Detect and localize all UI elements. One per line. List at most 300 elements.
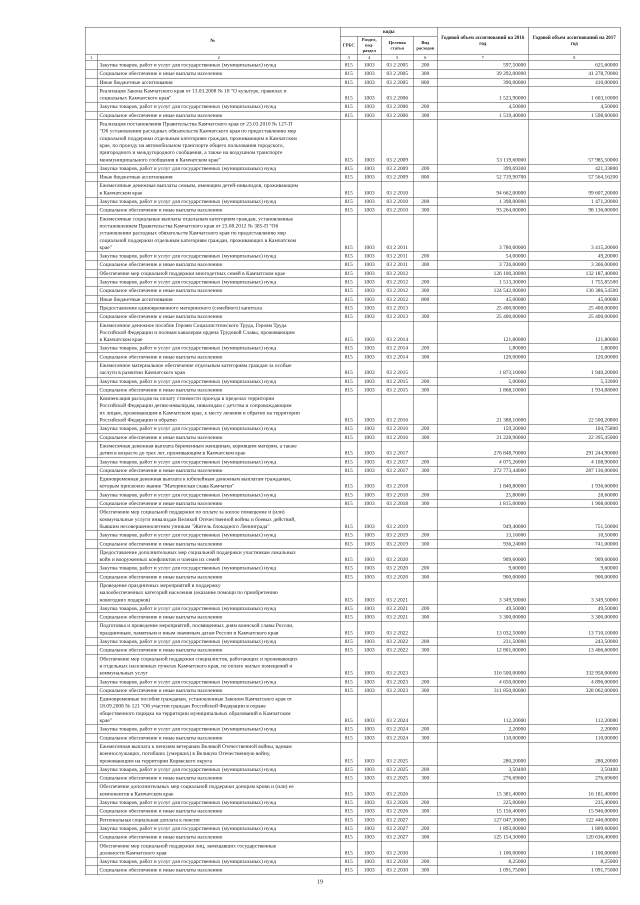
section-code: 1003 — [357, 102, 381, 111]
row-description: Ежемесячное материальное обеспечение отдельным категориям граждан за особые заслуги в развитии Камчатского края — [97, 361, 340, 377]
row-description: Закупка товаров, работ и услуг для государственных (муниципальных) нужд — [97, 765, 340, 774]
row-description: Социальное обеспечение и иные выплаты населению — [97, 573, 340, 582]
section-code: 1003 — [357, 508, 381, 531]
row-number-cell — [85, 260, 97, 269]
section-code: 1003 — [357, 61, 381, 70]
target-article-code: 03 2 2019 — [381, 540, 413, 549]
section-code: 1003 — [357, 475, 381, 491]
table-row — [85, 164, 620, 173]
table-row — [85, 466, 620, 475]
row-description: Закупка товаров, работ и услуг для государственных (муниципальных) нужд — [97, 678, 340, 687]
amount-2016: 272 773,44000 — [437, 466, 528, 475]
amount-2016: 5,00000 — [437, 377, 528, 386]
column-number: 1 — [85, 54, 97, 61]
table-row — [85, 621, 620, 637]
table-row — [85, 857, 620, 866]
section-code: 1003 — [357, 782, 381, 798]
amount-2017: 13 710,10000 — [528, 621, 620, 637]
target-article-code: 03 2 2030 — [381, 842, 413, 858]
target-article-code: 03 2 2006 — [381, 111, 413, 120]
target-article-code: 03 2 2014 — [381, 344, 413, 353]
amount-2016: 1 100,00000 — [437, 842, 528, 858]
expense-type-code — [413, 87, 437, 103]
grbs-code: 815 — [340, 573, 357, 582]
expense-type-code — [413, 782, 437, 798]
target-article-code: 03 2 2025 — [381, 765, 413, 774]
row-description: Социальное обеспечение и иные выплаты населению — [97, 433, 340, 442]
grbs-code: 815 — [340, 424, 357, 433]
amount-2016: 3 300,00000 — [437, 613, 528, 622]
grbs-code: 815 — [340, 394, 357, 424]
row-description: Закупка товаров, работ и услуг для государственных (муниципальных) нужд — [97, 197, 340, 206]
amount-2016: 21 228,90000 — [437, 433, 528, 442]
table-row — [85, 782, 620, 798]
table-row — [85, 269, 620, 278]
amount-2017: 235,40000 — [528, 798, 620, 807]
section-code: 1003 — [357, 857, 381, 866]
target-article-header: Целевая статья — [381, 36, 413, 54]
amount-2016: 909,60000 — [437, 548, 528, 564]
amount-2016: 1 893,00000 — [437, 824, 528, 833]
amount-2017: 3 366,00000 — [528, 260, 620, 269]
target-article-code: 03 2 2027 — [381, 833, 413, 842]
expense-type-code: 200 — [413, 491, 437, 500]
expense-type-code — [413, 120, 437, 164]
row-description: Социальное обеспечение и иные выплаты населению — [97, 807, 340, 816]
row-description: Социальное обеспечение и иные выплаты населению — [97, 774, 340, 783]
row-number-cell — [85, 278, 97, 287]
target-article-code: 03 2 2006 — [381, 87, 413, 103]
expense-type-code: 800 — [413, 173, 437, 182]
amount-2016: 120,00000 — [437, 353, 528, 362]
number-header: № — [85, 27, 340, 54]
expense-type-code: 200 — [413, 102, 437, 111]
expense-type-code: 300 — [413, 353, 437, 362]
column-number: 4 — [357, 54, 381, 61]
section-code: 1003 — [357, 491, 381, 500]
amount-2016: 13,16000 — [437, 531, 528, 540]
amount-2017: 291 244,90000 — [528, 442, 620, 458]
amount-2017: 16 181,40000 — [528, 782, 620, 798]
row-description: Закупка товаров, работ и услуг для государственных (муниципальных) нужд — [97, 424, 340, 433]
row-description: Обеспечение мер социальной поддержки специалистов, работающих и проживающих в отдельных населенных пунктах Камчатского края, по оплате жилых помещений и коммунальных услуг — [97, 655, 340, 678]
row-number-cell — [85, 857, 97, 866]
amount-2016: 15 156,40000 — [437, 807, 528, 816]
column-number: 2 — [97, 54, 340, 61]
table-row — [85, 278, 620, 287]
table-row — [85, 215, 620, 252]
table-row — [85, 442, 620, 458]
table-row — [85, 102, 620, 111]
section-code: 1003 — [357, 206, 381, 215]
grbs-code: 815 — [340, 807, 357, 816]
amount-2016: 127 047,30000 — [437, 816, 528, 825]
target-article-code: 03 2 2023 — [381, 655, 413, 678]
target-article-code: 03 2 2012 — [381, 278, 413, 287]
row-number-cell — [85, 508, 97, 531]
row-number-cell — [85, 604, 97, 613]
target-article-code: 03 2 2027 — [381, 816, 413, 825]
amount-2017: 1 598,60000 — [528, 111, 620, 120]
target-article-code: 03 2 2018 — [381, 475, 413, 491]
expense-type-code: 300 — [413, 613, 437, 622]
row-description: Социальное обеспечение и иные выплаты населению — [97, 613, 340, 622]
row-description: Закупка товаров, работ и услуг для государственных (муниципальных) нужд — [97, 491, 340, 500]
section-code: 1003 — [357, 260, 381, 269]
table-header — [85, 27, 620, 61]
amount-2017: 4 896,00000 — [528, 678, 620, 687]
target-article-code: 03 2 2020 — [381, 573, 413, 582]
table-row — [85, 377, 620, 386]
table-row — [85, 734, 620, 743]
amount-2016: 900,00000 — [437, 573, 528, 582]
section-code: 1003 — [357, 725, 381, 734]
section-code: 1003 — [357, 386, 381, 395]
target-article-code: 03 2 2020 — [381, 548, 413, 564]
table-row — [85, 637, 620, 646]
target-article-code: 03 2 2016 — [381, 394, 413, 424]
target-article-code: 03 2 2017 — [381, 466, 413, 475]
row-number-cell — [85, 344, 97, 353]
grbs-code: 815 — [340, 475, 357, 491]
target-article-code: 03 2 2005 — [381, 69, 413, 78]
table-row — [85, 695, 620, 725]
expense-type-code: 300 — [413, 540, 437, 549]
row-description: Социальное обеспечение и иные выплаты населению — [97, 69, 340, 78]
amount-2016: 231,50000 — [437, 637, 528, 646]
amount-2016: 25 400,00000 — [437, 304, 528, 313]
grbs-code: 815 — [340, 321, 357, 344]
grbs-code: 815 — [340, 637, 357, 646]
amount-2017: 328 062,00000 — [528, 686, 620, 695]
table-row — [85, 181, 620, 197]
row-description: Закупка товаров, работ и услуг для государственных (муниципальных) нужд — [97, 725, 340, 734]
section-code: 1003 — [357, 286, 381, 295]
row-number-cell — [85, 87, 97, 103]
row-description: Социальное обеспечение и иные выплаты населению — [97, 466, 340, 475]
amount-2016: 8,25000 — [437, 857, 528, 866]
grbs-code: 815 — [340, 260, 357, 269]
grbs-code: 815 — [340, 833, 357, 842]
section-code: 1003 — [357, 798, 381, 807]
table-row — [85, 686, 620, 695]
grbs-code: 815 — [340, 531, 357, 540]
amount-2017: 421,33800 — [528, 164, 620, 173]
amount-2016: 112,20000 — [437, 695, 528, 725]
row-number-cell — [85, 181, 97, 197]
grbs-code: 815 — [340, 215, 357, 252]
amount-2017: 3 415,20000 — [528, 215, 620, 252]
expense-type-code — [413, 581, 437, 604]
row-number-cell — [85, 78, 97, 87]
section-code: 1003 — [357, 765, 381, 774]
amount-2017: 243,50000 — [528, 637, 620, 646]
row-number-cell — [85, 621, 97, 637]
grbs-code: 815 — [340, 433, 357, 442]
amount-2017: 49,20000 — [528, 252, 620, 261]
amount-2016: 13 032,50000 — [437, 621, 528, 637]
target-article-code: 03 2 2021 — [381, 613, 413, 622]
target-article-code: 03 2 2015 — [381, 377, 413, 386]
table-row — [85, 286, 620, 295]
amount-2016: 3 726,00000 — [437, 260, 528, 269]
expense-type-code — [413, 361, 437, 377]
amount-2016: 25,80000 — [437, 491, 528, 500]
amount-2017: 28,60000 — [528, 491, 620, 500]
row-description: Подготовка и проведение мероприятий, посвященных дням воинской славы России, праздничным, памятным и иным значимым датам России и Камчатского края — [97, 621, 340, 637]
amount-2017: 1 908,00000 — [528, 499, 620, 508]
table-row — [85, 173, 620, 182]
target-article-code: 03 2 2022 — [381, 637, 413, 646]
table-row — [85, 816, 620, 825]
section-code: 1003 — [357, 197, 381, 206]
grbs-code: 815 — [340, 816, 357, 825]
expense-type-code: 300 — [413, 69, 437, 78]
grbs-code: 815 — [340, 774, 357, 783]
grbs-code: 815 — [340, 824, 357, 833]
amount-2016: 949,40000 — [437, 508, 528, 531]
amount-2017: 1 755,85500 — [528, 278, 620, 287]
expense-type-code: 300 — [413, 286, 437, 295]
grbs-code: 815 — [340, 173, 357, 182]
grbs-code: 815 — [340, 842, 357, 858]
table-row — [85, 424, 620, 433]
grbs-code: 815 — [340, 361, 357, 377]
section-code: 1003 — [357, 824, 381, 833]
row-number-cell — [85, 646, 97, 655]
target-article-code: 03 2 2009 — [381, 120, 413, 164]
amount-2016: 4,50000 — [437, 102, 528, 111]
row-number-cell — [85, 742, 97, 765]
row-number-cell — [85, 540, 97, 549]
amount-2017: 22 395,45000 — [528, 433, 620, 442]
table-row — [85, 491, 620, 500]
target-article-code: 03 2 2011 — [381, 252, 413, 261]
row-number-cell — [85, 613, 97, 622]
row-number-cell — [85, 102, 97, 111]
grbs-header: ГРБС — [340, 36, 357, 54]
amount-2017: 4 108,90000 — [528, 458, 620, 467]
amount-2017: 25 400,00000 — [528, 312, 620, 321]
amount-2017: 1 091,75000 — [528, 866, 620, 875]
grbs-code: 815 — [340, 344, 357, 353]
target-article-code: 03 2 2010 — [381, 197, 413, 206]
target-article-code: 03 2 2018 — [381, 491, 413, 500]
expense-type-code — [413, 695, 437, 725]
row-number-cell — [85, 394, 97, 424]
section-code: 1003 — [357, 394, 381, 424]
amount-2016: 1 868,10000 — [437, 386, 528, 395]
column-number: 3 — [340, 54, 357, 61]
row-number-cell — [85, 807, 97, 816]
row-description: Социальное обеспечение и иные выплаты населению — [97, 646, 340, 655]
row-number-cell — [85, 286, 97, 295]
amount-2016: 45,00000 — [437, 295, 528, 304]
row-description: Социальное обеспечение и иные выплаты населению — [97, 260, 340, 269]
amount-2016: 39 292,00000 — [437, 69, 528, 78]
row-description: Социальное обеспечение и иные выплаты населению — [97, 833, 340, 842]
amount-2016: 399,69300 — [437, 164, 528, 173]
row-description: Закупка товаров, работ и услуг для государственных (муниципальных) нужд — [97, 344, 340, 353]
row-description: Региональная социальная доплата к пенсии — [97, 816, 340, 825]
row-description: Закупка товаров, работ и услуг для государственных (муниципальных) нужд — [97, 252, 340, 261]
grbs-code: 815 — [340, 695, 357, 725]
grbs-code: 815 — [340, 508, 357, 531]
amount-2017: 1 471,20000 — [528, 197, 620, 206]
row-number-cell — [85, 442, 97, 458]
section-code: 1003 — [357, 686, 381, 695]
row-description: Ежемесячное денежное пособие Героям Социалистического Труда, Героям Труда Российской Федерации и полным кавалерам ордена Трудовой Славы, проживающим в Камчатском крае — [97, 321, 340, 344]
target-article-code: 03 2 2015 — [381, 361, 413, 377]
grbs-code: 815 — [340, 69, 357, 78]
table-row — [85, 774, 620, 783]
amount-2017: 909,60000 — [528, 548, 620, 564]
table-row — [85, 499, 620, 508]
target-article-code: 03 2 2025 — [381, 774, 413, 783]
target-article-code: 03 2 2030 — [381, 857, 413, 866]
amount-2016: 4 075,26000 — [437, 458, 528, 467]
amount-2017: 410,00000 — [528, 78, 620, 87]
amount-2016: 25 400,00000 — [437, 312, 528, 321]
expense-type-code: 200 — [413, 564, 437, 573]
table-row — [85, 87, 620, 103]
row-number-cell — [85, 678, 97, 687]
amount-2017: 15 946,00000 — [528, 807, 620, 816]
section-code: 1003 — [357, 269, 381, 278]
table-row — [85, 573, 620, 582]
grbs-code: 815 — [340, 564, 357, 573]
row-number-cell — [85, 774, 97, 783]
amount-2016: 3 780,00000 — [437, 215, 528, 252]
expense-type-code — [413, 215, 437, 252]
row-number-cell — [85, 765, 97, 774]
row-number-cell — [85, 61, 97, 70]
amount-2017: 1 934,88000 — [528, 386, 620, 395]
grbs-code: 815 — [340, 742, 357, 765]
row-description: Закупка товаров, работ и услуг для государственных (муниципальных) нужд — [97, 531, 340, 540]
row-description: Закупка товаров, работ и услуг для государственных (муниципальных) нужд — [97, 824, 340, 833]
section-header: Раздел, под-раздел — [357, 36, 381, 54]
amount-2016: 3,50400 — [437, 765, 528, 774]
amount-2016: 225,00000 — [437, 798, 528, 807]
table-row — [85, 824, 620, 833]
grbs-code: 815 — [340, 458, 357, 467]
amount-2016: 1 840,80000 — [437, 475, 528, 491]
row-description: Закупка товаров, работ и услуг для государственных (муниципальных) нужд — [97, 604, 340, 613]
target-article-code: 03 2 2027 — [381, 824, 413, 833]
expense-type-code: 200 — [413, 424, 437, 433]
expense-type-header: Вид расходов — [413, 36, 437, 54]
amount-2016-header: Годовой объем ассигнований на 2016 год — [437, 27, 528, 54]
section-code: 1003 — [357, 621, 381, 637]
row-description: Закупка товаров, работ и услуг для государственных (муниципальных) нужд — [97, 102, 340, 111]
table-row — [85, 725, 620, 734]
expense-type-code: 200 — [413, 164, 437, 173]
target-article-code: 03 2 2024 — [381, 734, 413, 743]
target-article-code: 03 2 2024 — [381, 725, 413, 734]
row-number-cell — [85, 548, 97, 564]
section-code: 1003 — [357, 531, 381, 540]
amount-2017: 4,50000 — [528, 102, 620, 111]
grbs-code: 815 — [340, 377, 357, 386]
expense-type-code: 200 — [413, 678, 437, 687]
row-description: Социальное обеспечение и иные выплаты населению — [97, 312, 340, 321]
grbs-code: 815 — [340, 798, 357, 807]
row-number-cell — [85, 361, 97, 377]
grbs-code: 815 — [340, 353, 357, 362]
table-row — [85, 540, 620, 549]
target-article-code: 03 2 2024 — [381, 695, 413, 725]
expense-type-code: 200 — [413, 458, 437, 467]
expense-type-code: 200 — [413, 252, 437, 261]
grbs-code: 815 — [340, 678, 357, 687]
row-description: Реализация постановления Правительства Камчатского края от 23.03.2010 № 127-П "Об установлении расходных обязательств Камчатского края по предоставлению мер социальной поддержки отдельным категориям граждан, проживающим в Камчатском крае, по проезду на автомобильном транспорте общего пользования городского, пригородного и междугородного сообщения, а также на воздушном транспорте межмуниципального сообщения в Камчатском крае" — [97, 120, 340, 164]
grbs-code: 815 — [340, 442, 357, 458]
target-article-code: 03 2 2009 — [381, 173, 413, 182]
amount-2017: 287 136,00000 — [528, 466, 620, 475]
amount-2017: 3,50400 — [528, 765, 620, 774]
amount-2017: 9,60000 — [528, 564, 620, 573]
row-description: Закупка товаров, работ и услуг для государственных (муниципальных) нужд — [97, 637, 340, 646]
amount-2017: 900,00000 — [528, 573, 620, 582]
expense-type-code: 200 — [413, 197, 437, 206]
amount-2017: 120,00000 — [528, 353, 620, 362]
expense-type-code — [413, 321, 437, 344]
amount-2017: 104,75800 — [528, 424, 620, 433]
target-article-code: 03 2 2018 — [381, 499, 413, 508]
target-article-code: 03 2 2013 — [381, 312, 413, 321]
section-code: 1003 — [357, 646, 381, 655]
grbs-code: 815 — [340, 295, 357, 304]
amount-2016: 1 523,90000 — [437, 87, 528, 103]
table-row — [85, 61, 620, 70]
target-article-code: 03 2 2016 — [381, 433, 413, 442]
table-row — [85, 475, 620, 491]
section-code: 1003 — [357, 466, 381, 475]
amount-2017: 3 300,00000 — [528, 613, 620, 622]
target-article-code: 03 2 2023 — [381, 686, 413, 695]
target-article-code: 03 2 2012 — [381, 286, 413, 295]
expense-type-code: 800 — [413, 295, 437, 304]
row-description: Социальное обеспечение и иные выплаты населению — [97, 286, 340, 295]
table-row — [85, 458, 620, 467]
section-code: 1003 — [357, 581, 381, 604]
grbs-code: 815 — [340, 87, 357, 103]
target-article-code: 03 2 2017 — [381, 458, 413, 467]
row-description: Закупка товаров, работ и услуг для государственных (муниципальных) нужд — [97, 61, 340, 70]
row-number-cell — [85, 564, 97, 573]
table-row — [85, 206, 620, 215]
section-code: 1003 — [357, 295, 381, 304]
table-row — [85, 304, 620, 313]
section-code: 1003 — [357, 742, 381, 765]
section-code: 1003 — [357, 774, 381, 783]
row-description: Закупка товаров, работ и услуг для государственных (муниципальных) нужд — [97, 857, 340, 866]
table-row — [85, 807, 620, 816]
grbs-code: 815 — [340, 491, 357, 500]
amount-2017: 280,20000 — [528, 742, 620, 765]
row-number-cell — [85, 866, 97, 875]
row-number-cell — [85, 304, 97, 313]
grbs-code: 815 — [340, 540, 357, 549]
row-description: Обеспечение дополнительных мер социальной поддержки донорам крови и (или) ее компонентов в Камчатском крае — [97, 782, 340, 798]
section-code: 1003 — [357, 564, 381, 573]
section-code: 1003 — [357, 111, 381, 120]
target-article-code: 03 2 2021 — [381, 581, 413, 604]
row-number-cell — [85, 433, 97, 442]
row-number-cell — [85, 269, 97, 278]
table-row — [85, 508, 620, 531]
